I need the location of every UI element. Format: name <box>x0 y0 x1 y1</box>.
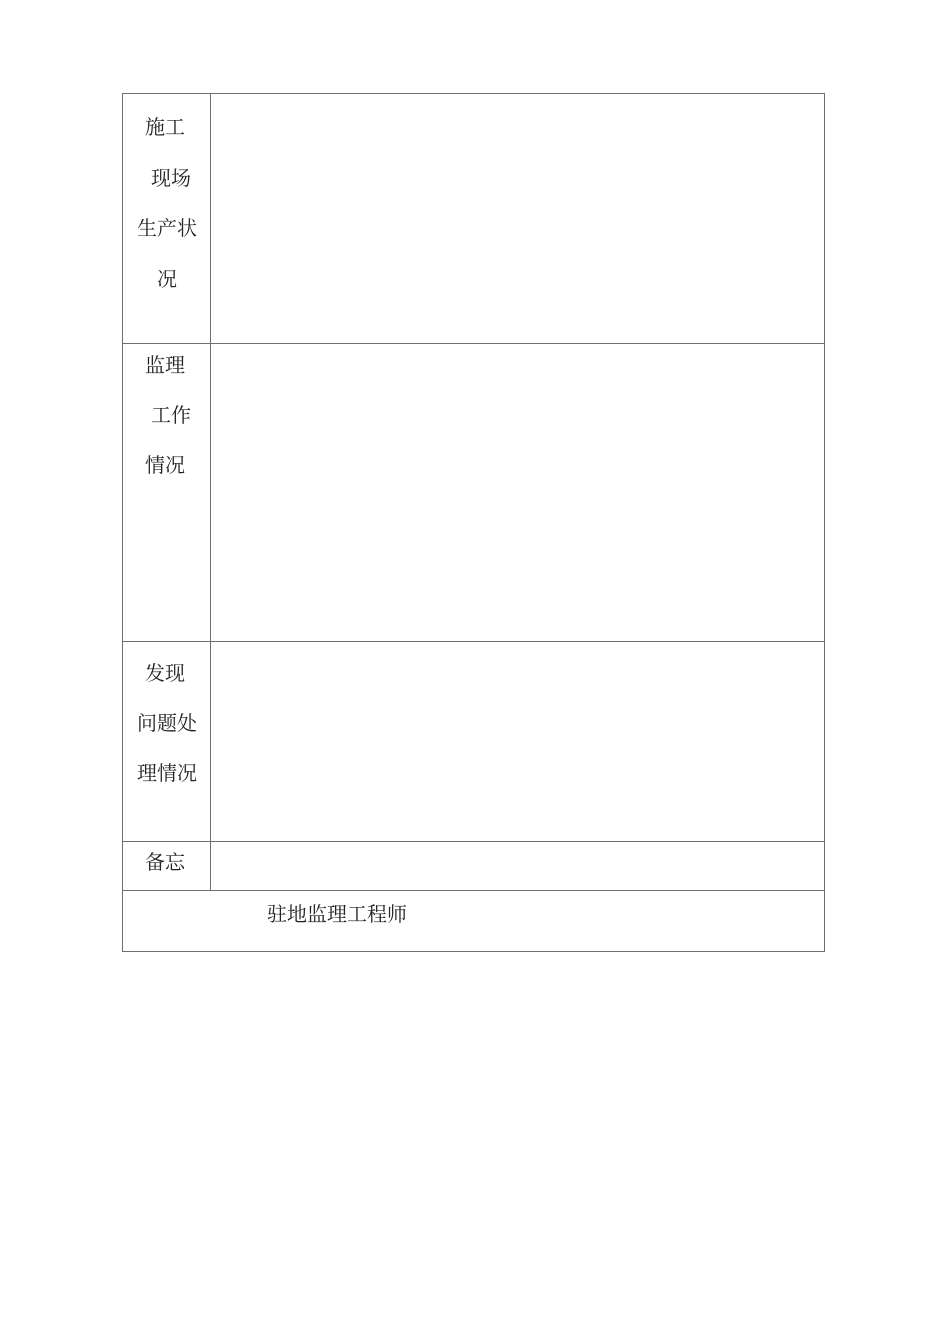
section-content-field[interactable] <box>211 642 824 841</box>
section-label-cell <box>123 842 211 890</box>
section-label-line: 生产状 <box>137 216 197 240</box>
section-construction-status <box>123 94 824 344</box>
section-supervision-work <box>123 344 824 642</box>
section-label-line: 施工 <box>145 115 185 139</box>
section-content-field[interactable] <box>211 344 824 641</box>
signature-row <box>123 891 824 953</box>
section-label-line: 况 <box>157 267 177 291</box>
inspection-log-form <box>122 93 825 952</box>
signature-label: 驻地监理工程师 <box>267 902 407 926</box>
section-label-line: 情况 <box>145 453 185 477</box>
section-label-line: 发现 <box>145 661 185 685</box>
section-label-line: 监理 <box>145 353 185 377</box>
section-issue-handling <box>123 642 824 842</box>
section-label-line: 问题处 <box>137 711 197 735</box>
section-content-field[interactable] <box>211 94 824 343</box>
section-label-line: 理情况 <box>137 761 197 785</box>
section-label-cell <box>123 642 211 841</box>
section-content-field[interactable] <box>211 842 824 890</box>
section-label-cell <box>123 344 211 641</box>
section-label-line: 工作 <box>151 403 191 427</box>
section-label-line: 现场 <box>151 166 191 190</box>
section-label-line: 备忘 <box>145 850 185 874</box>
section-label-cell <box>123 94 211 343</box>
section-memo <box>123 842 824 891</box>
